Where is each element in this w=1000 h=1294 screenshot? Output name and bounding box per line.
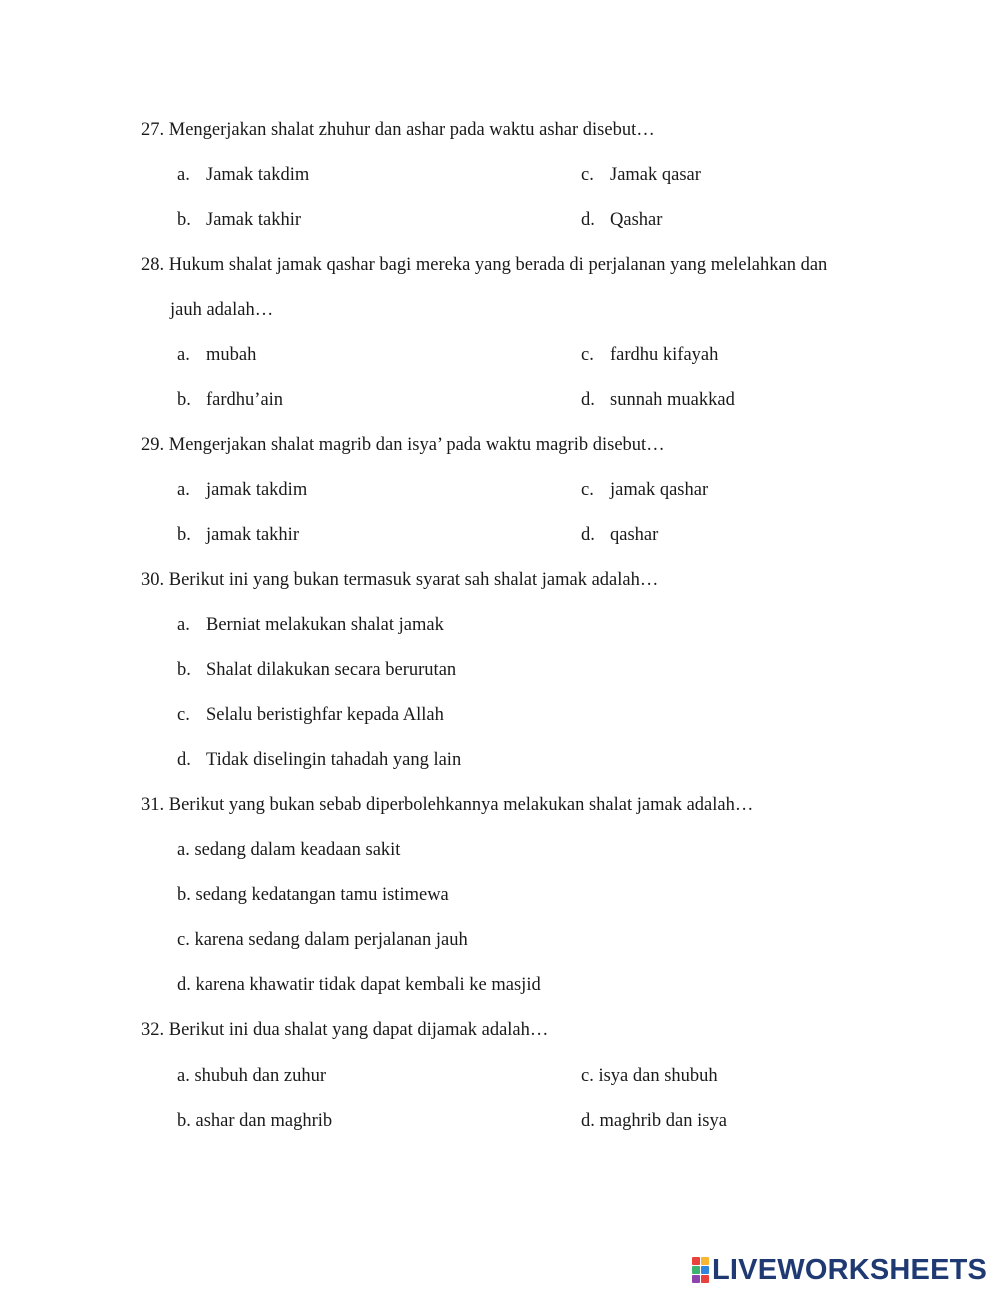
logo-tile bbox=[692, 1275, 700, 1283]
option-31d[interactable]: d. karena khawatir tidak dapat kembali ke masjid bbox=[177, 975, 541, 995]
liveworksheets-logo bbox=[692, 1255, 987, 1285]
option-mark: a. bbox=[177, 615, 190, 635]
option-text: Jamak takdim bbox=[206, 165, 310, 185]
question-number: 30. bbox=[141, 570, 165, 590]
option-30a[interactable] bbox=[177, 614, 444, 636]
option-30b[interactable] bbox=[177, 659, 456, 681]
option-text: jamak qashar bbox=[610, 480, 709, 500]
logo-text: LIVEWORKSHEETS bbox=[712, 1254, 988, 1286]
logo-tile bbox=[701, 1275, 709, 1283]
option-mark: b. bbox=[177, 525, 191, 545]
option-mark: b. bbox=[177, 210, 191, 230]
option-27a[interactable] bbox=[177, 164, 309, 186]
option-mark: c. bbox=[581, 165, 594, 185]
option-text: sunnah muakkad bbox=[610, 390, 735, 410]
option-27c[interactable] bbox=[581, 164, 701, 186]
option-mark: d. bbox=[177, 750, 191, 770]
option-28d[interactable] bbox=[581, 389, 735, 411]
question-28-continuation: jauh adalah… bbox=[170, 300, 274, 320]
question-31 bbox=[141, 794, 753, 816]
option-29d[interactable] bbox=[581, 524, 658, 546]
option-text: jamak takdim bbox=[206, 480, 308, 500]
option-text: Jamak takhir bbox=[206, 210, 302, 230]
option-mark: c. bbox=[581, 480, 594, 500]
option-32a[interactable]: a. shubuh dan zuhur bbox=[177, 1066, 326, 1086]
question-text: Berikut yang bukan sebab diperbolehkannya melakukan shalat jamak adalah… bbox=[168, 795, 754, 815]
logo-tile bbox=[692, 1257, 700, 1265]
option-text: jamak takhir bbox=[206, 525, 299, 545]
option-27d[interactable] bbox=[581, 209, 662, 231]
option-31b[interactable]: b. sedang kedatangan tamu istimewa bbox=[177, 885, 449, 905]
option-mark: a. bbox=[177, 345, 190, 365]
option-30d[interactable] bbox=[177, 749, 461, 771]
option-mark: c. bbox=[177, 705, 190, 725]
option-mark: d. bbox=[581, 525, 595, 545]
question-text: Berikut ini dua shalat yang dapat dijamak adalah… bbox=[168, 1020, 549, 1040]
option-text: Qashar bbox=[610, 210, 663, 230]
option-mark: b. bbox=[177, 390, 191, 410]
option-30c[interactable] bbox=[177, 704, 444, 726]
option-text: fardhu kifayah bbox=[610, 345, 719, 365]
question-28 bbox=[141, 254, 827, 276]
option-mark: b. bbox=[177, 660, 191, 680]
question-number: 28. bbox=[141, 255, 165, 275]
option-28b[interactable] bbox=[177, 389, 283, 411]
question-32 bbox=[141, 1019, 548, 1041]
question-29 bbox=[141, 434, 665, 456]
question-30 bbox=[141, 569, 658, 591]
option-27b[interactable] bbox=[177, 209, 301, 231]
logo-tile bbox=[692, 1266, 700, 1274]
option-31a[interactable]: a. sedang dalam keadaan sakit bbox=[177, 840, 401, 860]
question-number: 32. bbox=[141, 1020, 165, 1040]
option-text: Selalu beristighfar kepada Allah bbox=[206, 705, 444, 725]
option-28c[interactable] bbox=[581, 344, 718, 366]
logo-tile bbox=[701, 1266, 709, 1274]
option-29b[interactable] bbox=[177, 524, 299, 546]
option-text: Berniat melakukan shalat jamak bbox=[206, 615, 444, 635]
question-text: Berikut ini yang bukan termasuk syarat sah shalat jamak adalah… bbox=[168, 570, 659, 590]
question-number: 27. bbox=[141, 120, 165, 140]
question-text: Mengerjakan shalat zhuhur dan ashar pada waktu ashar disebut… bbox=[168, 120, 655, 140]
option-28a[interactable] bbox=[177, 344, 256, 366]
option-text: Tidak diselingin tahadah yang lain bbox=[206, 750, 462, 770]
question-text: Mengerjakan shalat magrib dan isya’ pada waktu magrib disebut… bbox=[168, 435, 665, 455]
question-text: Hukum shalat jamak qashar bagi mereka yang berada di perjalanan yang melelahkan dan bbox=[168, 255, 828, 275]
option-mark: c. bbox=[581, 345, 594, 365]
question-number: 31. bbox=[141, 795, 165, 815]
logo-tile bbox=[701, 1257, 709, 1265]
option-mark: a. bbox=[177, 165, 190, 185]
logo-icon bbox=[692, 1257, 709, 1283]
option-31c[interactable]: c. karena sedang dalam perjalanan jauh bbox=[177, 930, 468, 950]
option-mark: d. bbox=[581, 210, 595, 230]
option-mark: a. bbox=[177, 480, 190, 500]
question-number: 29. bbox=[141, 435, 165, 455]
option-32c[interactable]: c. isya dan shubuh bbox=[581, 1066, 718, 1086]
option-29c[interactable] bbox=[581, 479, 708, 501]
option-text: mubah bbox=[206, 345, 257, 365]
option-text: fardhu’ain bbox=[206, 390, 284, 410]
option-text: qashar bbox=[610, 525, 659, 545]
option-text: Jamak qasar bbox=[610, 165, 701, 185]
option-32b[interactable]: b. ashar dan maghrib bbox=[177, 1111, 333, 1131]
option-mark: d. bbox=[581, 390, 595, 410]
question-27 bbox=[141, 119, 655, 141]
option-text: Shalat dilakukan secara berurutan bbox=[206, 660, 457, 680]
option-32d[interactable]: d. maghrib dan isya bbox=[581, 1111, 727, 1131]
option-29a[interactable] bbox=[177, 479, 307, 501]
